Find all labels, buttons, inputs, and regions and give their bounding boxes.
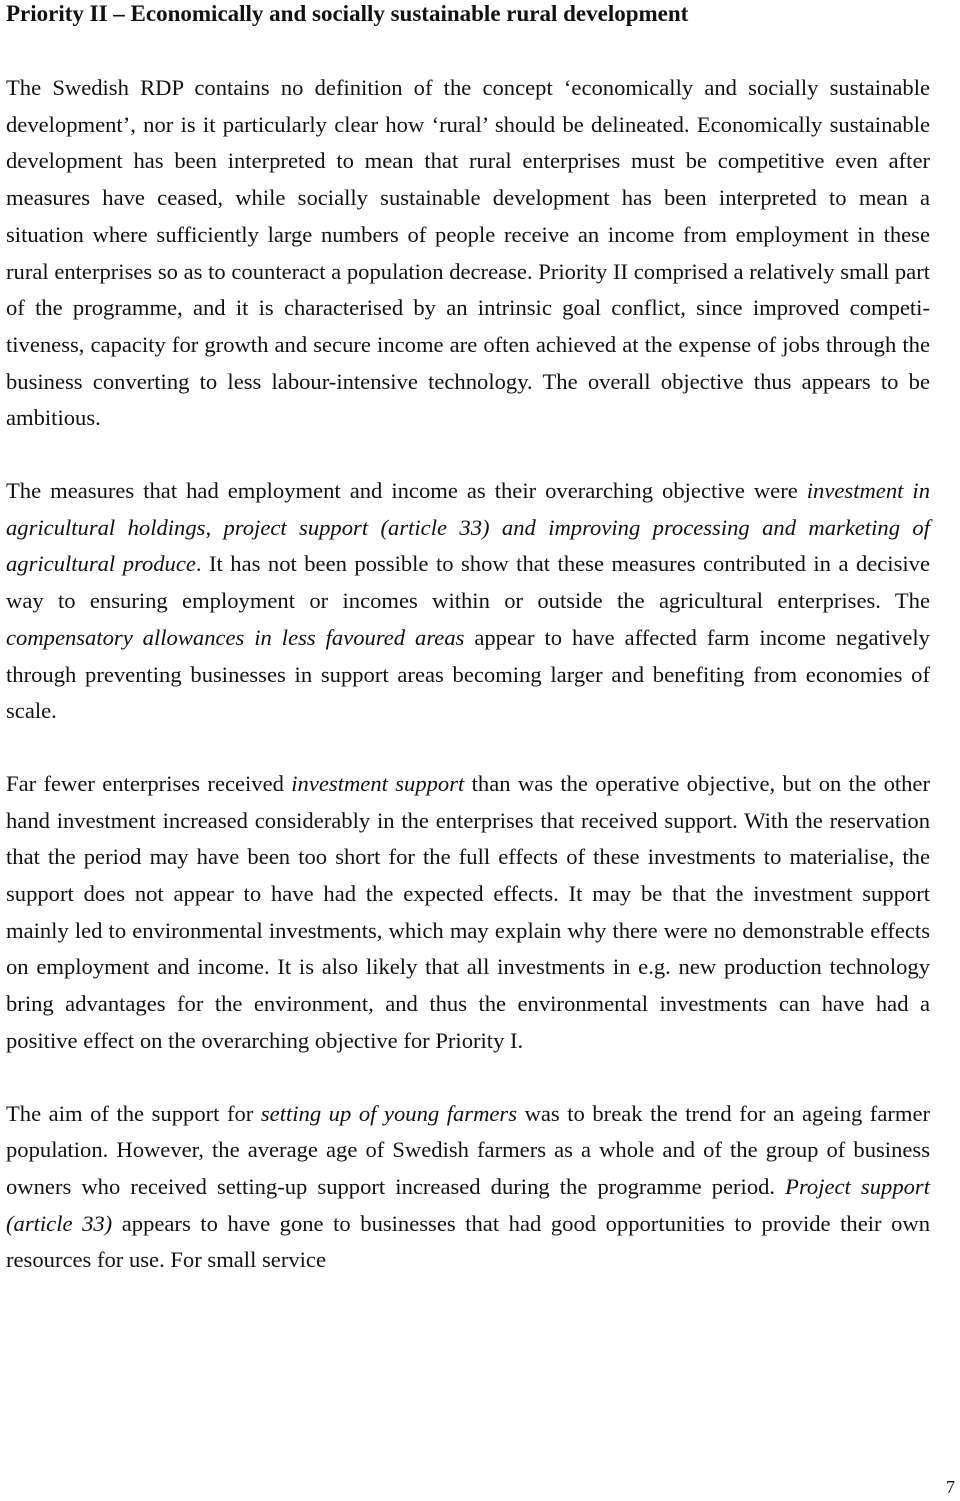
paragraph-2-text: . It has not been possible to show that these measures contributed in a decisive way to ensuring employment or incomes within or outside the agricultural enterprises. The bbox=[6, 551, 930, 614]
document-page bbox=[6, 0, 930, 1279]
paragraph-4-text: The aim of the support for bbox=[6, 1100, 261, 1126]
paragraph-1-text: The Swedish RDP contains no definition of the concept ‘economically and socially sustainable development’, nor is it particularly clear how ‘rural’ should be delineated. Economically sustainable development has been interpreted to mean that rural enterprises must be competitive even after measures have ceased, while socially sustainable development has been interpreted to mean a situation where sufficiently large numbers of people receive an income from employment in these rural enterprises so as to counteract a population decrease. Priority II comprised a relatively small part of the programme, and it is characterised by an intrinsic goal conflict, since improved competitiveness, capacity for growth and secure income are often achieved at the expense of jobs through the business converting to less labour-intensive technology. The overall objective thus appears to be ambitious. bbox=[6, 75, 930, 431]
paragraph-4-text: was to break the trend for an ageing farmer population. However, the average age of Swedish farmers as a whole and of the group of business owners who received setting-up support increased during the programme period. bbox=[6, 1100, 930, 1199]
paragraph-4-italic-project-support: Project support (article 33) bbox=[6, 1173, 930, 1236]
page-number: 7 bbox=[946, 1477, 955, 1497]
paragraph-4-text: appears to have gone to businesses that had good opportunities to provide their own resources for use. For small service bbox=[6, 1210, 930, 1273]
paragraph-4 bbox=[6, 1096, 930, 1280]
paragraph-1 bbox=[6, 70, 930, 437]
paragraph-3-text: Far fewer enterprises received bbox=[6, 770, 292, 796]
section-heading: Priority II – Economically and socially sustainable rural development bbox=[6, 1, 689, 26]
paragraph-2-italic-measures: investment in agricultural holdings, project support (article 33) and improving processing and marketing of agricultural produce bbox=[6, 478, 930, 577]
paragraph-3-italic-investment-support: investment support bbox=[291, 770, 465, 796]
paragraph-2-italic-allowances: compensatory allowances in less favoured areas bbox=[6, 624, 465, 650]
paragraph-4-italic-young-farmers: setting up of young farmers bbox=[260, 1100, 518, 1126]
paragraph-2-text: The measures that had employment and income as their overarching objective were bbox=[6, 478, 807, 504]
paragraph-2-text: appear to have affected farm income negatively through preventing businesses in support areas becoming larger and benefiting from economies of scale. bbox=[6, 624, 930, 724]
paragraph-3-text: than was the operative objective, but on the other hand investment increased considerably in the enterprises that received support. With the reservation that the period may have been too short for the full effects of these investments to materialise, the support does not appear to have had the expected effects. It may be that the investment support mainly led to environmental investments, which may explain why there were no demonstrable effects on employment and income. It is also likely that all investments in e.g. new production technology bring advantages for the environment, and thus the environmental investments can have had a positive effect on the overarching objective for Priority I. bbox=[6, 770, 930, 1053]
paragraph-3 bbox=[6, 766, 930, 1060]
paragraph-2 bbox=[6, 473, 930, 730]
